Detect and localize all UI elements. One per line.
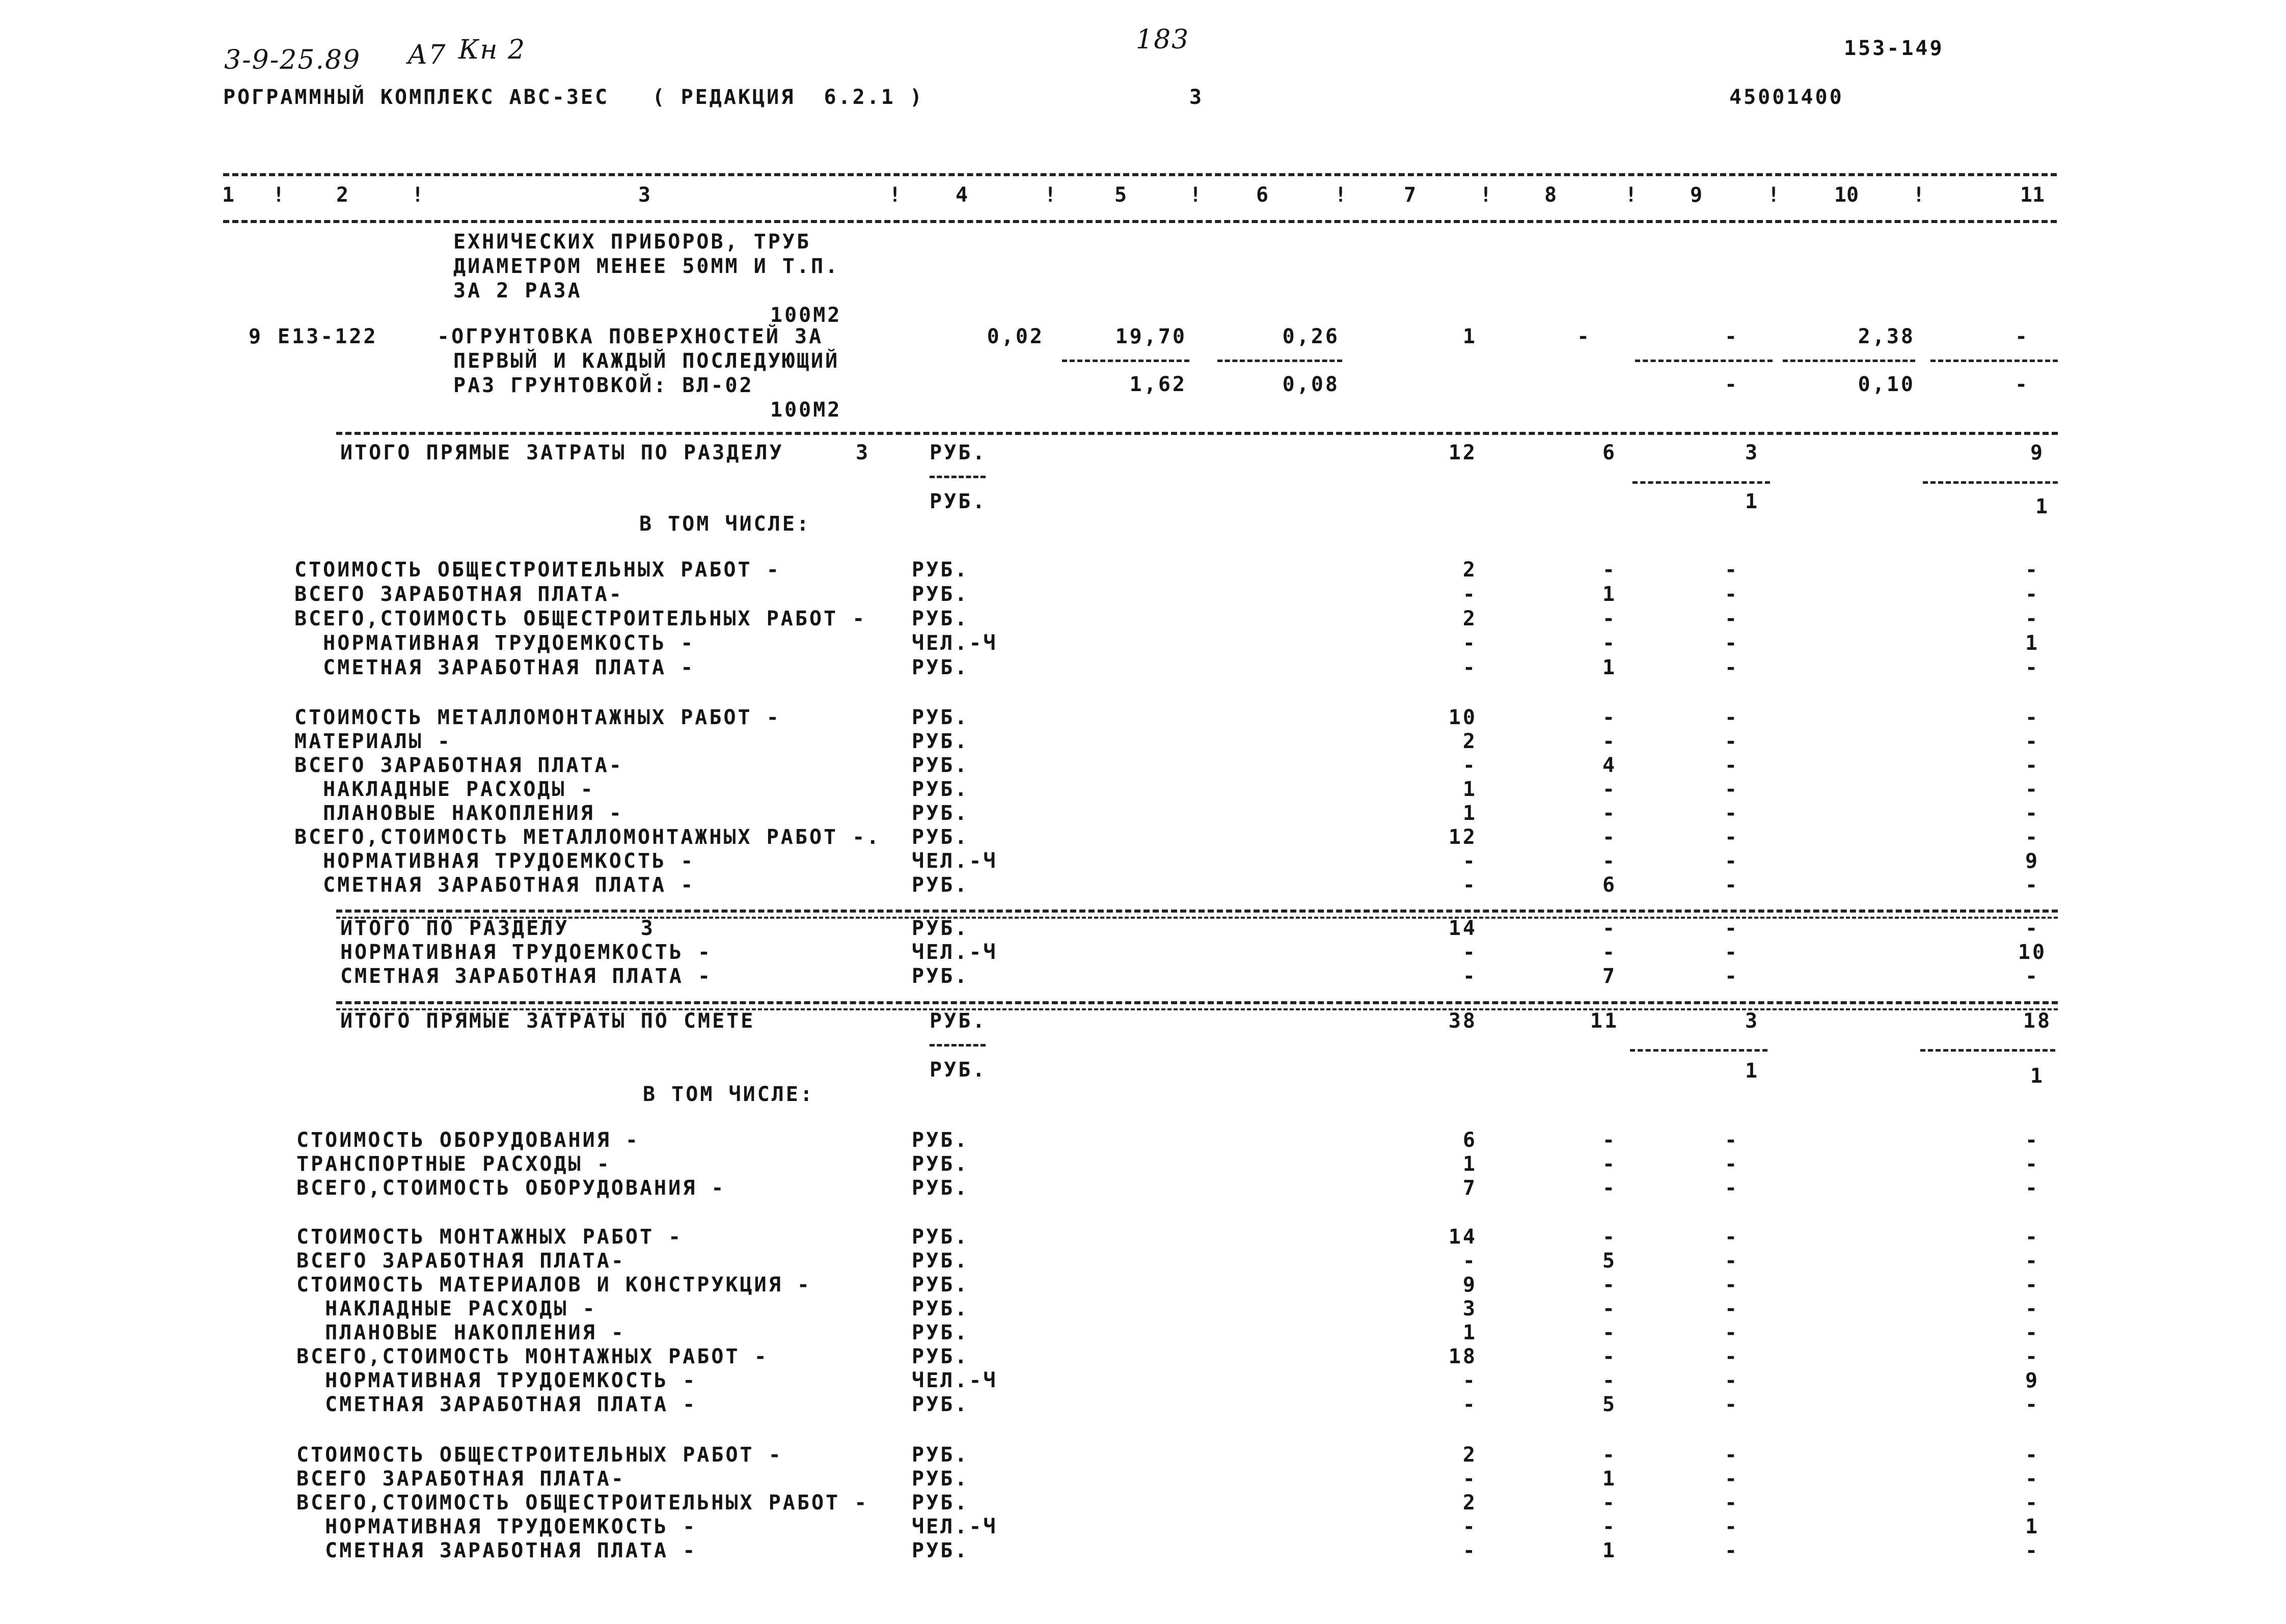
row-col8: 6 bbox=[1602, 873, 1617, 897]
row-col11: - bbox=[2025, 1345, 2040, 1368]
row-col8: - bbox=[1602, 1321, 1617, 1344]
row-col8: - bbox=[1602, 1297, 1617, 1320]
row-col8: - bbox=[1602, 607, 1617, 630]
handwritten-ref-b: Кн 2 bbox=[458, 35, 526, 65]
row-label: СМЕТНАЯ ЗАРАБОТНАЯ ПЛАТА - bbox=[340, 965, 713, 988]
estimate-total-c9: 3 bbox=[1745, 1009, 1760, 1033]
row-col9: - bbox=[1724, 1152, 1739, 1176]
row-col9: - bbox=[1724, 1467, 1739, 1491]
row-label: СТОИМОСТЬ МАТЕРИАЛОВ И КОНСТРУКЦИЯ - bbox=[296, 1273, 811, 1297]
row-col9: - bbox=[1724, 1273, 1739, 1297]
row-label: НОРМАТИВНАЯ ТРУДОЕМКОСТЬ - bbox=[294, 631, 695, 655]
row-col11: - bbox=[2025, 1491, 2040, 1515]
column-header-4: 4 bbox=[955, 183, 968, 207]
row-col11: - bbox=[2025, 1393, 2040, 1416]
unit-subrule bbox=[930, 1044, 986, 1047]
column-separator: ! bbox=[1044, 183, 1057, 207]
column-header-5: 5 bbox=[1114, 183, 1127, 207]
row-col9: - bbox=[1724, 873, 1739, 897]
row-col7: - bbox=[1462, 1369, 1477, 1392]
row-label: НАКЛАДНЫЕ РАСХОДЫ - bbox=[294, 778, 595, 801]
row-label: ИТОГО ПО РАЗДЕЛУ 3 bbox=[340, 917, 655, 940]
row-col8: 1 bbox=[1602, 583, 1617, 606]
row-label: ВСЕГО,СТОИМОСТЬ ОБОРУДОВАНИЯ - bbox=[296, 1176, 726, 1200]
row-label: ВСЕГО ЗАРАБОТНАЯ ПЛАТА- bbox=[296, 1467, 625, 1491]
row-col7: 14 bbox=[1448, 917, 1477, 940]
item-description: -ОГРУНТОВКА ПОВЕРХНОСТЕЙ ЗА bbox=[437, 325, 824, 348]
estimate-total-c8: 11 bbox=[1590, 1009, 1619, 1033]
row-unit: РУБ. bbox=[912, 1128, 969, 1152]
estimate-total-c11: 18 bbox=[2023, 1009, 2052, 1033]
row-col8: - bbox=[1602, 706, 1617, 729]
row-col11: 1 bbox=[2025, 631, 2040, 655]
item-total: 1 bbox=[1462, 325, 1477, 348]
row-col9: - bbox=[1724, 941, 1739, 964]
estimate-total-c11b: 1 bbox=[2030, 1064, 2045, 1088]
section-total-c11b: 1 bbox=[2035, 495, 2050, 518]
row-label: НОРМАТИВНАЯ ТРУДОЕМКОСТЬ - bbox=[296, 1515, 697, 1538]
column-separator: ! bbox=[1480, 183, 1492, 207]
row-col9: - bbox=[1724, 1539, 1739, 1562]
row-col7: 1 bbox=[1462, 1152, 1477, 1176]
row-unit: РУБ. bbox=[912, 706, 969, 729]
row-col7: 14 bbox=[1448, 1225, 1477, 1249]
row-col8: - bbox=[1602, 1273, 1617, 1297]
row-unit: ЧЕЛ.-Ч bbox=[912, 941, 998, 964]
column-separator: ! bbox=[1913, 183, 1925, 207]
section-total-c7: 12 bbox=[1448, 441, 1477, 464]
row-label: СМЕТНАЯ ЗАРАБОТНАЯ ПЛАТА - bbox=[294, 656, 695, 679]
column-header-3: 3 bbox=[638, 183, 651, 207]
row-col7: - bbox=[1462, 873, 1477, 897]
row-col11: - bbox=[2025, 754, 2040, 777]
column-header-9: 9 bbox=[1690, 183, 1703, 207]
row-col9: - bbox=[1724, 1393, 1739, 1416]
row-col9: - bbox=[1724, 1345, 1739, 1368]
row-label: СМЕТНАЯ ЗАРАБОТНАЯ ПЛАТА - bbox=[296, 1393, 697, 1416]
row-col7: - bbox=[1462, 754, 1477, 777]
row-unit: РУБ. bbox=[912, 825, 969, 849]
column-header-7: 7 bbox=[1403, 183, 1417, 207]
intro-unit: 100М2 bbox=[770, 304, 842, 327]
section-rule bbox=[336, 917, 2058, 919]
row-col9: - bbox=[1724, 607, 1739, 630]
row-col7: - bbox=[1462, 965, 1477, 988]
row-col11: - bbox=[2025, 1467, 2040, 1491]
row-col7: 1 bbox=[1462, 778, 1477, 801]
row-col11: - bbox=[2025, 873, 2040, 897]
row-unit: РУБ. bbox=[912, 583, 969, 606]
program-line: РОГРАММНЫЙ КОМПЛЕКС АВС-3ЕС ( РЕДАКЦИЯ 6.2.1 ) bbox=[223, 86, 924, 109]
row-col8: - bbox=[1602, 730, 1617, 753]
row-col9: - bbox=[1724, 1369, 1739, 1392]
section-rule bbox=[336, 1001, 2058, 1004]
row-col9: - bbox=[1724, 558, 1739, 582]
row-unit: РУБ. bbox=[912, 778, 969, 801]
column-header-10: 10 bbox=[1834, 183, 1859, 207]
row-col8: - bbox=[1602, 849, 1617, 873]
item-col11-2: - bbox=[2015, 373, 2030, 396]
row-col9: - bbox=[1724, 1491, 1739, 1515]
row-col7: 18 bbox=[1448, 1345, 1477, 1368]
item-description: ПЕРВЫЙ И КАЖДЫЙ ПОСЛЕДУЮЩИЙ bbox=[453, 349, 840, 373]
row-unit: РУБ. bbox=[912, 607, 969, 630]
unit-subrule bbox=[930, 476, 986, 478]
item-subrule bbox=[1062, 360, 1189, 362]
row-col8: - bbox=[1602, 1152, 1617, 1176]
document-number: 153-149 bbox=[1844, 37, 1944, 60]
row-unit: РУБ. bbox=[912, 1273, 969, 1297]
column-separator: ! bbox=[889, 183, 902, 207]
sheet-number: 3 bbox=[1189, 86, 1204, 109]
row-unit: РУБ. bbox=[912, 754, 969, 777]
row-unit: РУБ. bbox=[912, 917, 969, 940]
row-unit: РУБ. bbox=[912, 1345, 969, 1368]
item-col10-2: 0,10 bbox=[1858, 373, 1915, 396]
section-total-c8: 6 bbox=[1602, 441, 1617, 464]
section-total-label: ИТОГО ПРЯМЫЕ ЗАТРАТЫ ПО РАЗДЕЛУ bbox=[340, 441, 784, 464]
row-col11: - bbox=[2025, 917, 2040, 940]
row-col9: - bbox=[1724, 965, 1739, 988]
row-label: СМЕТНАЯ ЗАРАБОТНАЯ ПЛАТА - bbox=[296, 1539, 697, 1562]
row-col11: - bbox=[2025, 1152, 2040, 1176]
row-col7: 2 bbox=[1462, 607, 1477, 630]
row-label: НОРМАТИВНАЯ ТРУДОЕМКОСТЬ - bbox=[294, 849, 695, 873]
section-rule bbox=[336, 910, 2058, 913]
total-subrule bbox=[1632, 481, 1770, 484]
section-total-c9: 3 bbox=[1745, 441, 1760, 464]
row-col9: - bbox=[1724, 917, 1739, 940]
item-wage-price: 0,26 bbox=[1282, 325, 1340, 348]
row-col7: 6 bbox=[1462, 1128, 1477, 1152]
row-col9: - bbox=[1724, 656, 1739, 679]
row-col7: 7 bbox=[1462, 1176, 1477, 1200]
row-col9: - bbox=[1724, 802, 1739, 825]
row-label: СТОИМОСТЬ ОБЩЕСТРОИТЕЛЬНЫХ РАБОТ - bbox=[296, 1443, 783, 1467]
row-unit: РУБ. bbox=[912, 1491, 969, 1515]
in-that-number-heading: В ТОМ ЧИСЛЕ: bbox=[639, 512, 811, 536]
item-subrule bbox=[1783, 360, 1915, 362]
row-col11: 9 bbox=[2025, 1369, 2040, 1392]
item-col8: - bbox=[1576, 325, 1592, 348]
row-col11: - bbox=[2025, 802, 2040, 825]
item-description: РАЗ ГРУНТОВКОЙ: ВЛ-02 bbox=[453, 374, 754, 397]
header-rule-top bbox=[223, 173, 2057, 176]
row-unit: РУБ. bbox=[912, 1152, 969, 1176]
row-col7: - bbox=[1462, 1539, 1477, 1562]
item-quantity: 0,02 bbox=[987, 325, 1044, 348]
row-label: ТРАНСПОРТНЫЕ РАСХОДЫ - bbox=[296, 1152, 611, 1176]
row-col7: 2 bbox=[1462, 730, 1477, 753]
row-col8: - bbox=[1602, 1491, 1617, 1515]
row-unit: ЧЕЛ.-Ч bbox=[912, 631, 998, 655]
row-col11: - bbox=[2025, 965, 2040, 988]
row-col9: - bbox=[1724, 1225, 1739, 1249]
row-col8: - bbox=[1602, 631, 1617, 655]
row-unit: РУБ. bbox=[912, 1249, 969, 1273]
item-col10: 2,38 bbox=[1858, 325, 1915, 348]
estimate-total-unit-2: РУБ. bbox=[930, 1058, 987, 1082]
row-unit: РУБ. bbox=[912, 730, 969, 753]
row-unit: ЧЕЛ.-Ч bbox=[912, 1515, 998, 1538]
row-col7: 2 bbox=[1462, 558, 1477, 582]
row-col11: - bbox=[2025, 1443, 2040, 1467]
row-unit: РУБ. bbox=[912, 802, 969, 825]
row-col7: 12 bbox=[1448, 825, 1477, 849]
row-col7: - bbox=[1462, 1467, 1477, 1491]
row-unit: ЧЕЛ.-Ч bbox=[912, 1369, 998, 1392]
row-unit: РУБ. bbox=[912, 558, 969, 582]
row-col9: - bbox=[1724, 706, 1739, 729]
column-separator: ! bbox=[273, 183, 285, 207]
row-label: СТОИМОСТЬ ОБОРУДОВАНИЯ - bbox=[296, 1128, 640, 1152]
total-subrule bbox=[1630, 1049, 1767, 1052]
row-col7: 1 bbox=[1462, 802, 1477, 825]
row-col11: - bbox=[2025, 730, 2040, 753]
row-col11: - bbox=[2025, 825, 2040, 849]
row-label: ВСЕГО,СТОИМОСТЬ МОНТАЖНЫХ РАБОТ - bbox=[296, 1345, 769, 1368]
row-col11: 1 bbox=[2025, 1515, 2040, 1538]
row-col8: 4 bbox=[1602, 754, 1617, 777]
row-col11: - bbox=[2025, 607, 2040, 630]
row-col9: - bbox=[1724, 825, 1739, 849]
row-col8: 1 bbox=[1602, 656, 1617, 679]
column-header-6: 6 bbox=[1256, 183, 1269, 207]
row-col11: - bbox=[2025, 706, 2040, 729]
row-unit: РУБ. bbox=[912, 1393, 969, 1416]
row-col11: - bbox=[2025, 656, 2040, 679]
row-col8: 1 bbox=[1602, 1539, 1617, 1562]
row-unit: ЧЕЛ.-Ч bbox=[912, 849, 998, 873]
row-label: СТОИМОСТЬ МЕТАЛЛОМОНТАЖНЫХ РАБОТ - bbox=[294, 706, 781, 729]
row-label: ВСЕГО,СТОИМОСТЬ МЕТАЛЛОМОНТАЖНЫХ РАБОТ -. bbox=[294, 825, 881, 849]
estimate-total-unit: РУБ. bbox=[930, 1009, 987, 1033]
program-code: 45001400 bbox=[1729, 86, 1844, 109]
row-unit: РУБ. bbox=[912, 965, 969, 988]
row-col7: - bbox=[1462, 941, 1477, 964]
row-col8: - bbox=[1602, 1176, 1617, 1200]
section-total-num: 3 bbox=[856, 441, 870, 464]
row-col7: 3 bbox=[1462, 1297, 1477, 1320]
row-col9: - bbox=[1724, 1249, 1739, 1273]
row-col11: - bbox=[2025, 1176, 2040, 1200]
row-col11: - bbox=[2025, 1225, 2040, 1249]
section-total-c11: 9 bbox=[2030, 441, 2045, 464]
row-col9: - bbox=[1724, 1176, 1739, 1200]
estimate-total-label: ИТОГО ПРЯМЫЕ ЗАТРАТЫ ПО СМЕТЕ bbox=[340, 1009, 755, 1033]
row-col8: - bbox=[1602, 1369, 1617, 1392]
item-subrule bbox=[1930, 360, 2058, 362]
row-col7: 2 bbox=[1462, 1491, 1477, 1515]
row-col11: - bbox=[2025, 1321, 2040, 1344]
row-col8: - bbox=[1602, 941, 1617, 964]
row-col11: 10 bbox=[2018, 941, 2047, 964]
row-col8: - bbox=[1602, 1443, 1617, 1467]
row-label: ВСЕГО ЗАРАБОТНАЯ ПЛАТА- bbox=[296, 1249, 625, 1273]
total-subrule bbox=[1923, 481, 2058, 484]
row-label: ВСЕГО ЗАРАБОТНАЯ ПЛАТА- bbox=[294, 583, 623, 606]
handwritten-ref-a: А7 bbox=[407, 40, 447, 70]
column-header-1: 1 bbox=[222, 183, 235, 207]
row-col7: - bbox=[1462, 1249, 1477, 1273]
row-label: ПЛАНОВЫЕ НАКОПЛЕНИЯ - bbox=[294, 802, 623, 825]
row-col9: - bbox=[1724, 1443, 1739, 1467]
intro-line: ЗА 2 РАЗА bbox=[453, 279, 582, 302]
column-separator: ! bbox=[1767, 183, 1780, 207]
row-col8: - bbox=[1602, 1225, 1617, 1249]
total-subrule bbox=[1920, 1049, 2055, 1052]
row-label: СМЕТНАЯ ЗАРАБОТНАЯ ПЛАТА - bbox=[294, 873, 695, 897]
item-wage-price-2: 0,08 bbox=[1282, 373, 1340, 396]
row-col8: 1 bbox=[1602, 1467, 1617, 1491]
row-col11: - bbox=[2025, 1249, 2040, 1273]
row-col9: - bbox=[1724, 730, 1739, 753]
row-unit: РУБ. bbox=[912, 1443, 969, 1467]
row-col7: 1 bbox=[1462, 1321, 1477, 1344]
row-col7: - bbox=[1462, 849, 1477, 873]
row-col7: 9 bbox=[1462, 1273, 1477, 1297]
row-col7: - bbox=[1462, 1515, 1477, 1538]
row-col7: 2 bbox=[1462, 1443, 1477, 1467]
row-col9: - bbox=[1724, 631, 1739, 655]
row-col11: - bbox=[2025, 1128, 2040, 1152]
row-col9: - bbox=[1724, 583, 1739, 606]
row-col7: - bbox=[1462, 631, 1477, 655]
row-col7: - bbox=[1462, 583, 1477, 606]
handwritten-date: 3-9-25.89 bbox=[224, 45, 361, 75]
row-col7: - bbox=[1462, 1393, 1477, 1416]
row-col8: 5 bbox=[1602, 1393, 1617, 1416]
column-header-8: 8 bbox=[1544, 183, 1557, 207]
row-col9: - bbox=[1724, 754, 1739, 777]
row-col11: - bbox=[2025, 583, 2040, 606]
in-that-number-heading: В ТОМ ЧИСЛЕ: bbox=[643, 1083, 814, 1106]
row-unit: РУБ. bbox=[912, 873, 969, 897]
row-col8: - bbox=[1602, 558, 1617, 582]
row-unit: РУБ. bbox=[912, 1225, 969, 1249]
row-col9: - bbox=[1724, 1297, 1739, 1320]
row-col11: - bbox=[2025, 778, 2040, 801]
column-header-11: 11 bbox=[2020, 183, 2045, 207]
intro-line: ЕХНИЧЕСКИХ ПРИБОРОВ, ТРУБ bbox=[453, 230, 811, 254]
row-col11: - bbox=[2025, 558, 2040, 582]
item-subrule bbox=[1635, 360, 1773, 362]
row-unit: РУБ. bbox=[912, 1539, 969, 1562]
row-col11: - bbox=[2025, 1273, 2040, 1297]
row-col9: - bbox=[1724, 1128, 1739, 1152]
row-col9: - bbox=[1724, 1321, 1739, 1344]
row-col8: - bbox=[1602, 1345, 1617, 1368]
row-label: НАКЛАДНЫЕ РАСХОДЫ - bbox=[296, 1297, 597, 1320]
row-col8: - bbox=[1602, 917, 1617, 940]
item-subrule bbox=[1217, 360, 1342, 362]
row-col8: - bbox=[1602, 802, 1617, 825]
row-label: ВСЕГО ЗАРАБОТНАЯ ПЛАТА- bbox=[294, 754, 623, 777]
row-label: МАТЕРИАЛЫ - bbox=[294, 730, 452, 753]
row-col9: - bbox=[1724, 1515, 1739, 1538]
row-col7: - bbox=[1462, 656, 1477, 679]
item-col11: - bbox=[2015, 325, 2030, 348]
item-col9-2: - bbox=[1724, 373, 1739, 396]
row-label: ПЛАНОВЫЕ НАКОПЛЕНИЯ - bbox=[296, 1321, 625, 1344]
column-separator: ! bbox=[412, 183, 424, 207]
estimate-total-c9b: 1 bbox=[1745, 1059, 1760, 1083]
row-unit: РУБ. bbox=[912, 1467, 969, 1491]
item-code: Е13-122 bbox=[278, 325, 378, 348]
item-unit-price-2: 1,62 bbox=[1129, 373, 1187, 396]
row-col11: - bbox=[2025, 1297, 2040, 1320]
column-separator: ! bbox=[1335, 183, 1347, 207]
item-number: 9 bbox=[249, 325, 263, 348]
section-total-unit: РУБ. bbox=[930, 441, 987, 464]
row-col9: - bbox=[1724, 849, 1739, 873]
header-rule-bottom bbox=[223, 220, 2057, 223]
handwritten-page-number: 183 bbox=[1136, 24, 1190, 55]
row-unit: РУБ. bbox=[912, 656, 969, 679]
row-col7: 10 bbox=[1448, 706, 1477, 729]
estimate-total-c7: 38 bbox=[1448, 1009, 1477, 1033]
row-label: НОРМАТИВНАЯ ТРУДОЕМКОСТЬ - bbox=[340, 941, 713, 964]
row-col11: 9 bbox=[2025, 849, 2040, 873]
column-header-2: 2 bbox=[336, 183, 349, 207]
row-label: ВСЕГО,СТОИМОСТЬ ОБЩЕСТРОИТЕЛЬНЫХ РАБОТ - bbox=[296, 1491, 869, 1515]
row-label: ВСЕГО,СТОИМОСТЬ ОБЩЕСТРОИТЕЛЬНЫХ РАБОТ - bbox=[294, 607, 867, 630]
row-col9: - bbox=[1724, 778, 1739, 801]
row-label: СТОИМОСТЬ МОНТАЖНЫХ РАБОТ - bbox=[296, 1225, 683, 1249]
column-separator: ! bbox=[1625, 183, 1638, 207]
row-unit: РУБ. bbox=[912, 1297, 969, 1320]
row-col8: 7 bbox=[1602, 965, 1617, 988]
row-label: СТОИМОСТЬ ОБЩЕСТРОИТЕЛЬНЫХ РАБОТ - bbox=[294, 558, 781, 582]
intro-line: ДИАМЕТРОМ МЕНЕЕ 50ММ И Т.П. bbox=[453, 255, 840, 278]
row-col8: - bbox=[1602, 778, 1617, 801]
item-unit: 100М2 bbox=[770, 398, 842, 422]
column-separator: ! bbox=[1189, 183, 1202, 207]
row-col8: - bbox=[1602, 825, 1617, 849]
row-col8: - bbox=[1602, 1515, 1617, 1538]
row-col8: 5 bbox=[1602, 1249, 1617, 1273]
section-rule bbox=[336, 432, 2058, 435]
row-unit: РУБ. bbox=[912, 1176, 969, 1200]
row-col8: - bbox=[1602, 1128, 1617, 1152]
section-total-c9b: 1 bbox=[1745, 490, 1760, 513]
row-col11: - bbox=[2025, 1539, 2040, 1562]
row-unit: РУБ. bbox=[912, 1321, 969, 1344]
item-col9: - bbox=[1724, 325, 1739, 348]
row-label: НОРМАТИВНАЯ ТРУДОЕМКОСТЬ - bbox=[296, 1369, 697, 1392]
section-total-unit-2: РУБ. bbox=[930, 490, 987, 513]
item-unit-price: 19,70 bbox=[1115, 325, 1187, 348]
